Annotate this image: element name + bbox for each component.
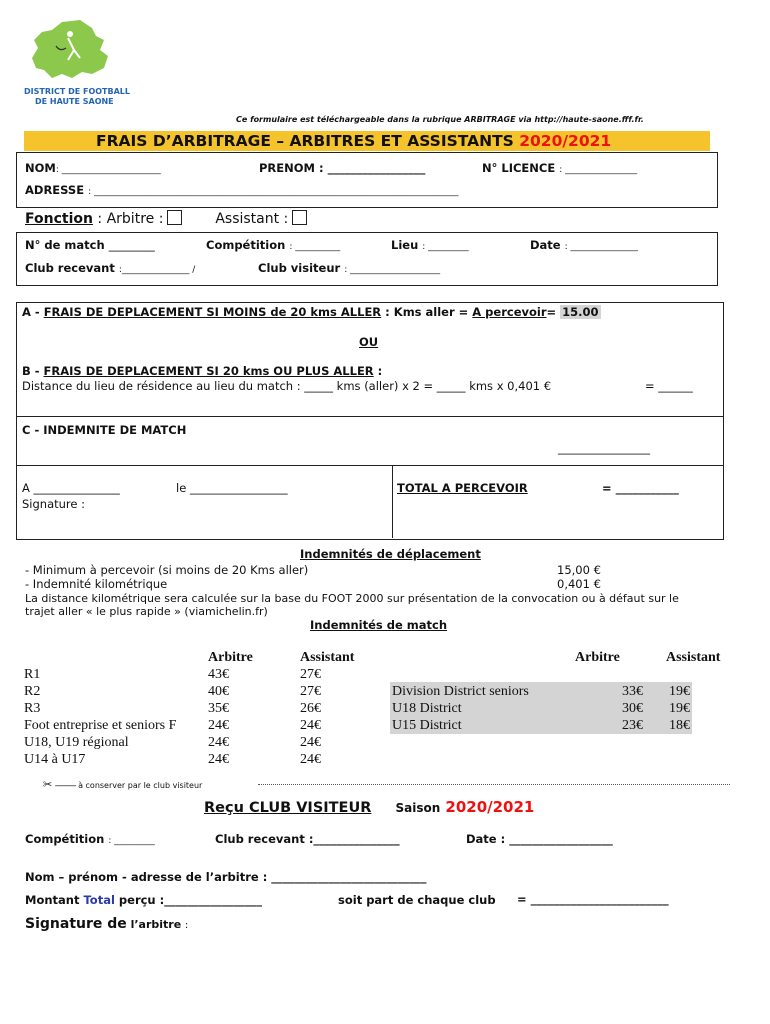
receipt-title: Reçu CLUB VISITEUR Saison 2020/2021 xyxy=(204,798,535,816)
numero-match-label: N° de match ________ xyxy=(25,238,155,252)
deplacement-row1-value: 15,00 € xyxy=(557,563,601,577)
lieu-field[interactable]: : _________ xyxy=(422,242,469,252)
le-date-field[interactable]: le _________________ xyxy=(176,481,288,495)
club-recevant-label: Club recevant :_______________ / xyxy=(25,261,196,275)
logo-line2: DE HAUTE SAONE xyxy=(35,97,114,106)
ou-label: OU xyxy=(359,335,379,349)
cut-line: ✂ ----------- à conserver par le club visiteur xyxy=(43,778,203,791)
nom-field[interactable]: : ______________________ xyxy=(55,165,161,175)
fonction-label: Fonction xyxy=(25,211,93,227)
distance-formula[interactable]: : _____ kms (aller) x 2 = _____ kms x 0,401 € xyxy=(296,379,552,393)
arbitre-checkbox[interactable] xyxy=(167,210,182,225)
rate-ass: 24€ xyxy=(300,718,321,733)
receipt-nom-field[interactable]: Nom – prénom - adresse de l’arbitre : ___________________________ xyxy=(25,870,427,884)
form-season: 2020/2021 xyxy=(519,132,612,150)
rate-cat: R1 xyxy=(24,667,41,682)
rate-cat: R3 xyxy=(24,701,41,716)
receipt-signature: Signature de l’arbitre : xyxy=(25,916,189,932)
fonction-assistant-label: Assistant : xyxy=(215,211,289,227)
nom-label: NOM: ______________________ xyxy=(25,161,161,175)
fees-divider-v xyxy=(392,465,393,538)
rate-cat: U18 District xyxy=(392,701,462,716)
rate-ass: 26€ xyxy=(300,701,321,716)
rate-arb: 40€ xyxy=(208,684,229,699)
rate-arb: 24€ xyxy=(208,718,229,733)
assistant-checkbox[interactable] xyxy=(292,210,307,225)
rate-ass: 19€ xyxy=(669,701,690,716)
download-notice: Ce formulaire est téléchargeable dans la rubrique ARBITRAGE via http://haute-saone.fff.fr. xyxy=(236,115,644,124)
receipt-part-label: soit part de chaque club xyxy=(338,893,496,907)
rate-cat: Foot entreprise et seniors F xyxy=(24,718,177,733)
cut-dots xyxy=(258,784,730,785)
club-visiteur-label: Club visiteur : ____________________ xyxy=(258,261,441,275)
right-header-assistant: Assistant xyxy=(666,650,721,665)
adresse-field[interactable]: : _________________________________________________________________________________ xyxy=(88,187,459,197)
rate-ass: 24€ xyxy=(300,752,321,767)
rate-arb: 35€ xyxy=(208,701,229,716)
deplacement-row2-value: 0,401 € xyxy=(557,577,601,591)
section-a: A - FRAIS DE DEPLACEMENT SI MOINS de 20 kms ALLER : Kms aller = A percevoir= 15.00 xyxy=(22,305,599,319)
rate-cat: U18, U19 régional xyxy=(24,735,129,750)
rate-arb: 30€ xyxy=(622,701,643,716)
receipt-montant-field[interactable]: perçu :_________________ xyxy=(114,893,262,907)
logo-line1: DISTRICT DE FOOTBALL xyxy=(24,87,130,96)
rate-cat: Division District seniors xyxy=(392,684,529,699)
scissors-icon: ✂ xyxy=(43,778,53,791)
receipt-part-field[interactable]: = ________________________ xyxy=(517,892,669,906)
match-title: Indemnités de match xyxy=(310,618,448,632)
date-label: Date : _______________ xyxy=(530,238,639,252)
lieu-label: Lieu : _________ xyxy=(391,238,469,252)
section-c: C - INDEMNITE DE MATCH xyxy=(22,423,187,437)
rate-arb: 24€ xyxy=(208,735,229,750)
section-b: B - FRAIS DE DEPLACEMENT SI 20 kms OU PLUS ALLER : xyxy=(22,364,383,378)
numero-match-field[interactable]: ________ xyxy=(108,238,155,252)
fees-divider-2 xyxy=(16,465,723,466)
rate-arb: 33€ xyxy=(622,684,643,699)
rate-ass: 19€ xyxy=(669,684,690,699)
receipt-competition-field[interactable]: : _________ xyxy=(108,836,155,846)
rate-ass: 27€ xyxy=(300,684,321,699)
club-recevant-field[interactable]: :_______________ / xyxy=(118,265,196,275)
left-header-arbitre: Arbitre xyxy=(208,650,253,665)
indemnite-match-field[interactable]: ________________ xyxy=(558,441,650,455)
place-field[interactable]: A _______________ xyxy=(22,481,120,495)
deplacement-row1-label: - Minimum à percevoir (si moins de 20 Kms aller) xyxy=(25,563,309,577)
deplacement-row2-label: - Indemnité kilométrique xyxy=(25,577,168,591)
rate-arb: 43€ xyxy=(208,667,229,682)
receipt-montant: Montant Total perçu :_________________ xyxy=(25,893,262,907)
fonction-arbitre-label: : Arbitre : xyxy=(97,211,164,227)
section-b-distance: Distance du lieu de résidence au lieu du match : _____ kms (aller) x 2 = _____ kms x 0,401 € xyxy=(22,379,552,393)
signature-label: Signature : xyxy=(22,497,86,511)
form-title xyxy=(96,132,611,150)
fees-divider-1 xyxy=(16,416,723,417)
competition-field[interactable]: : __________ xyxy=(289,242,341,252)
deplacement-note2: trajet aller « le plus rapide » (viamichelin.fr) xyxy=(25,605,268,618)
receipt-signature-field[interactable]: : xyxy=(184,920,189,931)
rate-cat: U14 à U17 xyxy=(24,752,86,767)
fonction-row xyxy=(25,210,307,227)
rate-arb: 24€ xyxy=(208,752,229,767)
rate-cat: U15 District xyxy=(392,718,462,733)
rate-ass: 27€ xyxy=(300,667,321,682)
rate-arb: 23€ xyxy=(622,718,643,733)
receipt-date-field[interactable]: Date : __________________ xyxy=(466,832,613,846)
deplacement-note1: La distance kilométrique sera calculée sur la base du FOOT 2000 sur présentation de la convocation ou à défaut sur le xyxy=(25,592,679,605)
form-title-text: FRAIS D’ARBITRAGE – ARBITRES ET ASSISTANTS xyxy=(96,132,514,150)
adresse-label: ADRESSE : _________________________________________________________________________________ xyxy=(25,183,459,197)
a-percevoir-value[interactable]: 15.00 xyxy=(562,305,599,319)
club-visiteur-field[interactable]: : ____________________ xyxy=(344,265,441,275)
prenom-field[interactable]: PRENOM : _________________ xyxy=(259,161,426,175)
deplacement-title: Indemnités de déplacement xyxy=(300,547,481,561)
licence-field[interactable]: : ________________ xyxy=(559,165,638,175)
receipt-competition-label: Compétition : _________ xyxy=(25,832,155,846)
left-header-assistant: Assistant xyxy=(300,650,355,665)
total-field[interactable]: = ___________ xyxy=(602,481,679,495)
total-label: TOTAL A PERCEVOIR xyxy=(397,481,528,495)
rate-cat: R2 xyxy=(24,684,41,699)
date-field[interactable]: : _______________ xyxy=(564,242,639,252)
rate-ass: 18€ xyxy=(669,718,690,733)
receipt-club-recevant-field[interactable]: Club recevant :_______________ xyxy=(215,832,400,846)
competition-label: Compétition : __________ xyxy=(206,238,341,252)
rate-ass: 24€ xyxy=(300,735,321,750)
distance-result-field[interactable]: = ______ xyxy=(645,379,693,393)
licence-label: N° LICENCE : ________________ xyxy=(482,161,638,175)
right-header-arbitre: Arbitre xyxy=(575,650,620,665)
